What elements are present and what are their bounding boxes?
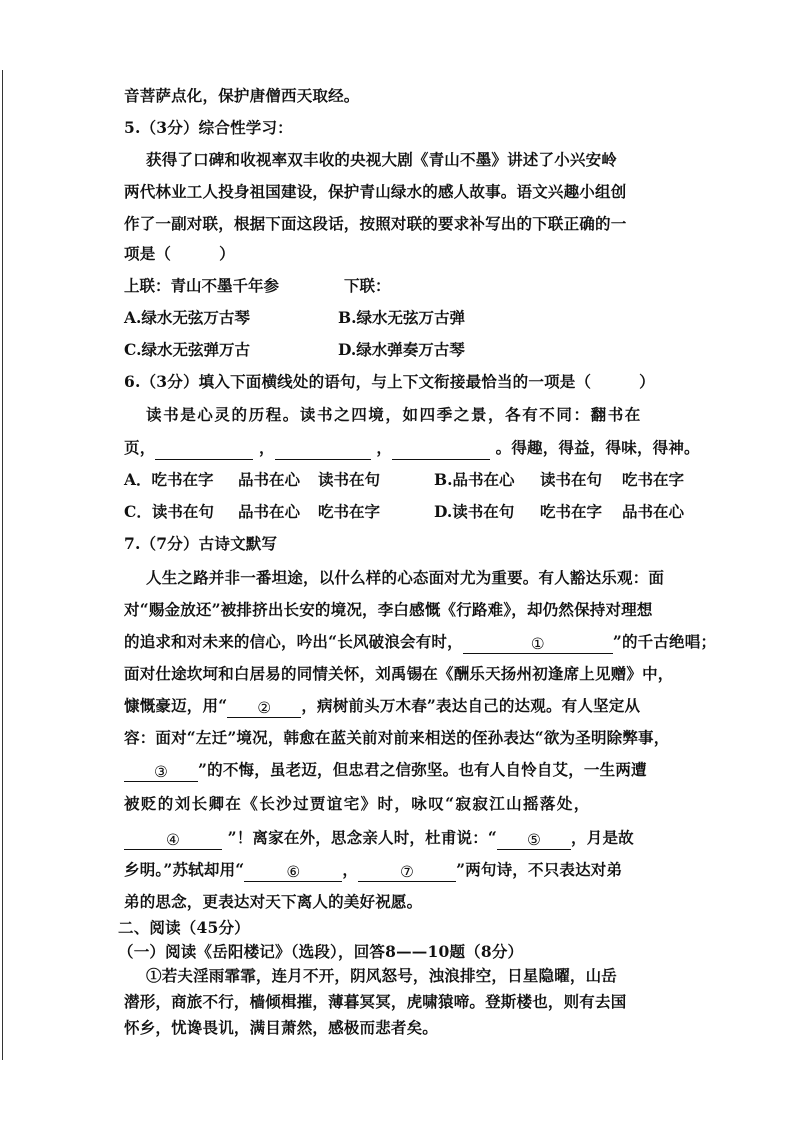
text-fragment: ， (342, 860, 359, 879)
text-line-blank (124, 858, 734, 882)
answer-blank[interactable] (392, 441, 490, 460)
option-c: C.绿水无弦弹万古 (124, 340, 250, 359)
question-6-title (124, 370, 734, 394)
answer-blank-5[interactable]: ⑤ (497, 831, 571, 850)
option-c-1: C．读书在句 (124, 502, 214, 521)
option-c-2: 品书在心 (238, 502, 301, 521)
answer-blank-2[interactable]: ② (227, 699, 301, 718)
option-b: B.绿水无弦万古弹 (338, 308, 465, 327)
page-edge-line (2, 70, 3, 1060)
couplet-lower: 下联： (344, 276, 391, 295)
text-fragment: ”！离家在外，思念亲人时，杜甫说：“ (227, 828, 498, 847)
text-line: 音菩萨点化，保护唐僧西天取经。 (124, 86, 360, 105)
answer-blank-4[interactable]: ④ (124, 831, 222, 850)
text-fragment: 页， (124, 438, 156, 457)
text-fragment: 的追求和对未来的信心，吟出“长风破浪会有时， (124, 632, 463, 651)
text-fragment: ”两句诗，不只表达对弟 (456, 860, 623, 879)
answer-blank-1[interactable]: ① (463, 635, 613, 654)
text-line: 获得了口碑和收视率双丰收的央视大剧《青山不墨》讲述了小兴安岭 (146, 150, 618, 169)
answer-blank-3[interactable]: ③ (124, 763, 198, 782)
section-2-title: 二、阅读（45分） (118, 918, 250, 937)
question-7-title: 7.（7分）古诗文默写 (124, 534, 278, 553)
text-line: 人生之路并非一番坦途，以什么样的心态面对尤为重要。有人豁达乐观：面 (146, 568, 665, 587)
text-line: 对“赐金放还”被排挤出长安的境况，李白感慨《行路难》，却仍然保持对理想 (124, 600, 653, 619)
passage-line: 怀乡，忧谗畏讥，满目萧然，感极而悲者矣。 (124, 1018, 439, 1037)
text-fragment: ”的不悔，虽老迈，但忠君之信弥坚。也有人自怜自艾，一生两遭 (198, 760, 647, 779)
text-fragment: ， (259, 438, 275, 457)
passage-line: ①若夫淫雨霏霏，连月不开，阴风怒号，浊浪排空，日星隐曜，山岳 (146, 966, 618, 985)
text-line: 面对仕途坎坷和白居易的同情关怀，刘禹锡在《酬乐天扬州初逢席上见赠》中， (124, 664, 674, 683)
section-2-subtitle: （一）阅读《岳阳楼记》（选段），回答8——10题（8分） (118, 942, 524, 961)
option-d-2: 吃书在字 (540, 502, 603, 521)
couplet-upper: 上联：青山不墨千年参 (124, 276, 280, 295)
option-c-3: 吃书在字 (318, 502, 381, 521)
text-fragment: ， (376, 438, 393, 457)
text-line: 作了一副对联，根据下面这段话，按照对联的要求补写出的下联正确的一 (124, 214, 627, 233)
option-a: A.绿水无弦万古琴 (124, 308, 250, 327)
option-a-1: A．吃书在字 (124, 470, 214, 489)
answer-blank[interactable] (155, 441, 253, 460)
text-line: 两代林业工人投身祖国建设，保护青山绿水的感人故事。语文兴趣小组创 (124, 182, 627, 201)
text-fragment: 慷慨豪迈，用“ (124, 696, 228, 715)
option-b-1: B.品书在心 (434, 470, 515, 489)
option-d-1: D.读书在句 (434, 502, 515, 521)
text-line-blanks (124, 436, 734, 460)
text-line: 容：面对“左迁”境况，韩愈在蓝关前对前来相送的侄孙表达“欲为圣明除弊事， (124, 728, 670, 747)
text-line: 弟的思念，更表达对天下离人的美好祝愿。 (124, 892, 423, 911)
text-fragment: ，病树前头万木春”表达自己的达观。有人坚定从 (301, 696, 641, 715)
text-fragment: 项是（ (124, 244, 172, 263)
text-fragment: ） (219, 244, 235, 263)
text-fragment: ） (639, 372, 655, 391)
option-b-2: 读书在句 (540, 470, 603, 489)
option-a-3: 读书在句 (318, 470, 381, 489)
text-fragment: ，月是故 (571, 828, 634, 847)
question-5-title: 5.（3分）综合性学习： (124, 118, 293, 137)
text-line-blank (124, 758, 734, 782)
text-line (124, 242, 734, 266)
option-d: D.绿水弹奏万古琴 (338, 340, 465, 359)
text-line: 读书是心灵的历程。读书之四境，如四季之景，各有不同：翻书在 (146, 405, 642, 424)
option-b-3: 吃书在字 (622, 470, 685, 489)
answer-blank[interactable] (275, 441, 371, 460)
passage-line: 潜形，商旅不行，樯倾楫摧，薄暮冥冥，虎啸猿啼。登斯楼也，则有去国 (124, 992, 627, 1011)
answer-blank-7[interactable]: ⑦ (358, 863, 456, 882)
text-line-blank (124, 826, 734, 850)
text-line-blank (124, 694, 734, 718)
answer-blank-6[interactable]: ⑥ (244, 863, 342, 882)
text-line-blank (124, 630, 734, 654)
text-fragment: 6.（3分）填入下面横线处的语句，与上下文衔接最恰当的一项是（ (124, 372, 592, 391)
text-fragment: 乡明。”苏轼却用“ (124, 860, 245, 879)
option-a-2: 品书在心 (238, 470, 301, 489)
text-fragment: ”的千古绝唱； (612, 632, 717, 651)
text-fragment: 。得趣，得益，得味，得神。 (495, 438, 700, 457)
option-d-3: 品书在心 (622, 502, 685, 521)
text-line: 被贬的刘长卿在《长沙过贾谊宅》时，咏叹“寂寂江山摇落处， (124, 794, 591, 813)
